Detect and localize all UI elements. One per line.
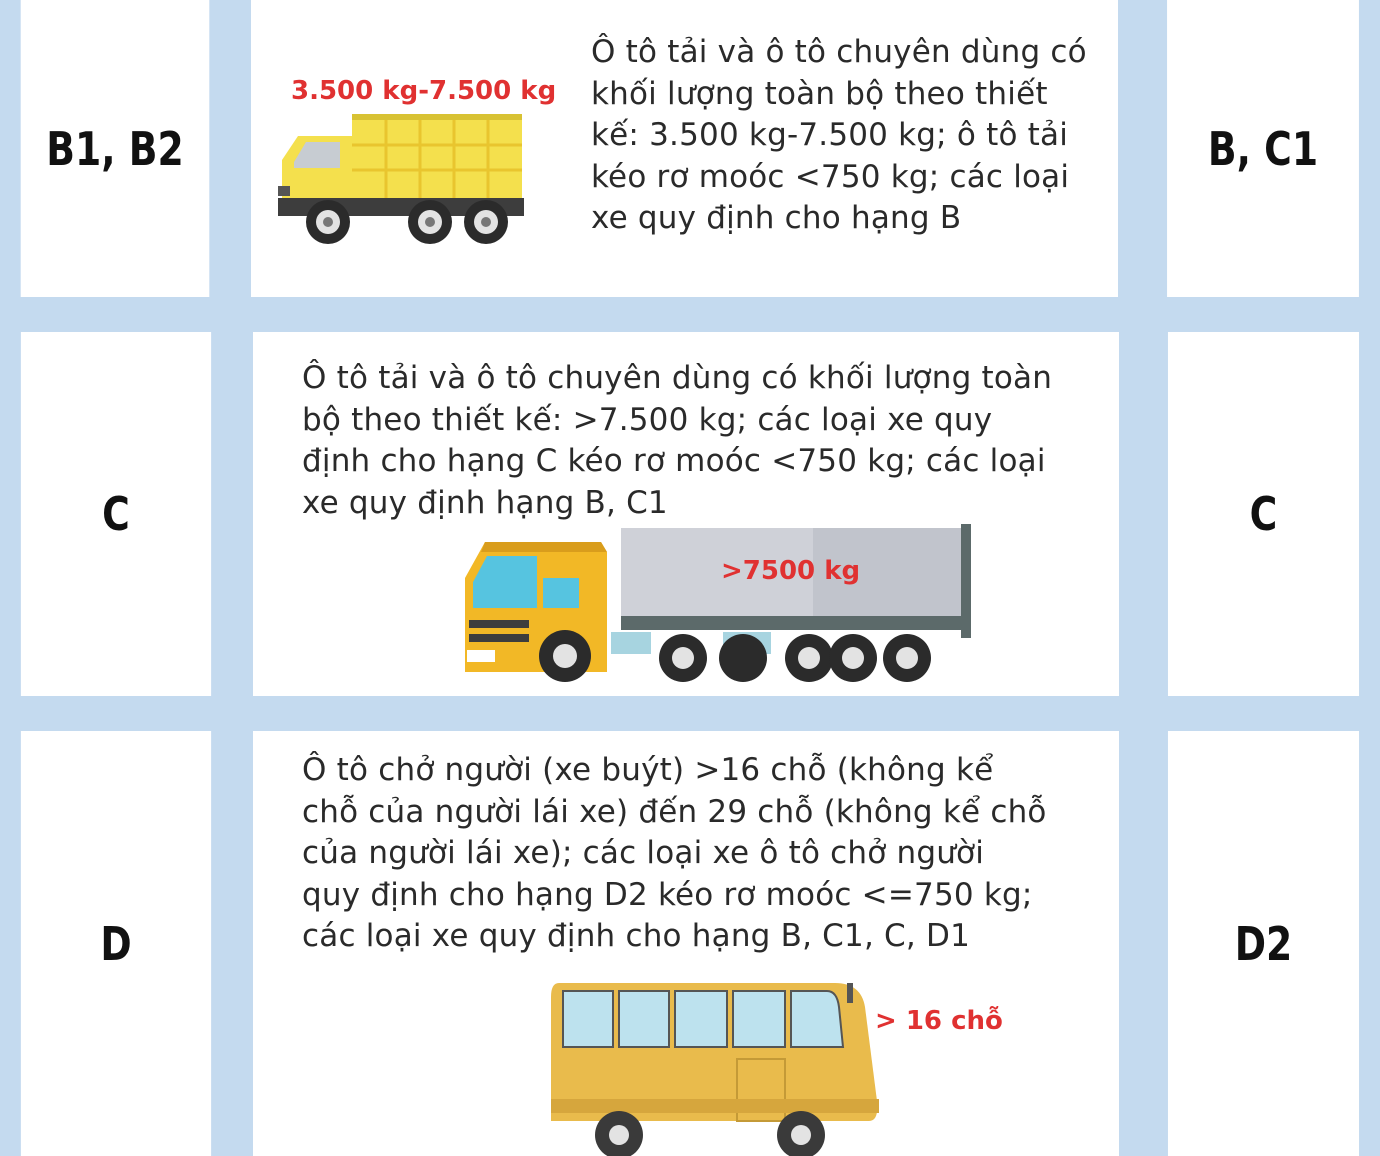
small-truck-icon bbox=[278, 112, 528, 250]
weight-label: >7500 kg bbox=[721, 556, 861, 586]
old-class-cell-row3 bbox=[21, 731, 211, 1156]
old-class-label: C bbox=[102, 487, 130, 541]
description-text: Ô tô tải và ô tô chuyên dùng có khối lượng toàn bộ theo thiết kế: >7.500 kg; các loại xe quy định cho hạng C kéo rơ moóc <750 kg; các loại xe quy định hạng B, C1 bbox=[302, 360, 1053, 521]
seat-count-label: > 16 chỗ bbox=[875, 1006, 1003, 1036]
old-class-label: B1, B2 bbox=[46, 121, 184, 176]
description-cell-row2 bbox=[253, 332, 1119, 696]
description-cell-row1 bbox=[251, 0, 1118, 297]
new-class-cell-row2 bbox=[1168, 332, 1359, 696]
old-class-cell-row2 bbox=[21, 332, 211, 696]
description-text: Ô tô tải và ô tô chuyên dùng có khối lượng toàn bộ theo thiết kế: 3.500 kg-7.500 kg; ô tô tải kéo rơ moóc <750 kg; các loại xe quy định cho hạng B bbox=[591, 34, 1087, 236]
semi-truck-icon bbox=[461, 522, 981, 690]
new-class-cell-row1 bbox=[1167, 0, 1359, 297]
old-class-cell-row1 bbox=[21, 0, 210, 297]
new-class-label: D2 bbox=[1234, 916, 1293, 971]
bus-icon bbox=[547, 975, 887, 1156]
new-class-label: C bbox=[1249, 487, 1278, 541]
description-text: Ô tô chở người (xe buýt) >16 chỗ (không kể chỗ của người lái xe) đến 29 chỗ (không kể chỗ của người lái xe); các loại xe ô tô chở người quy định cho hạng D2 kéo rơ moóc <=750 kg; các loại xe quy định cho hạng B, C1, C, D1 bbox=[302, 752, 1047, 954]
new-class-cell-row3 bbox=[1168, 731, 1359, 1156]
description-cell-row3 bbox=[253, 731, 1119, 1156]
old-class-label: D bbox=[100, 916, 132, 971]
new-class-label: B, C1 bbox=[1207, 121, 1319, 176]
weight-label: 3.500 kg-7.500 kg bbox=[291, 76, 557, 106]
